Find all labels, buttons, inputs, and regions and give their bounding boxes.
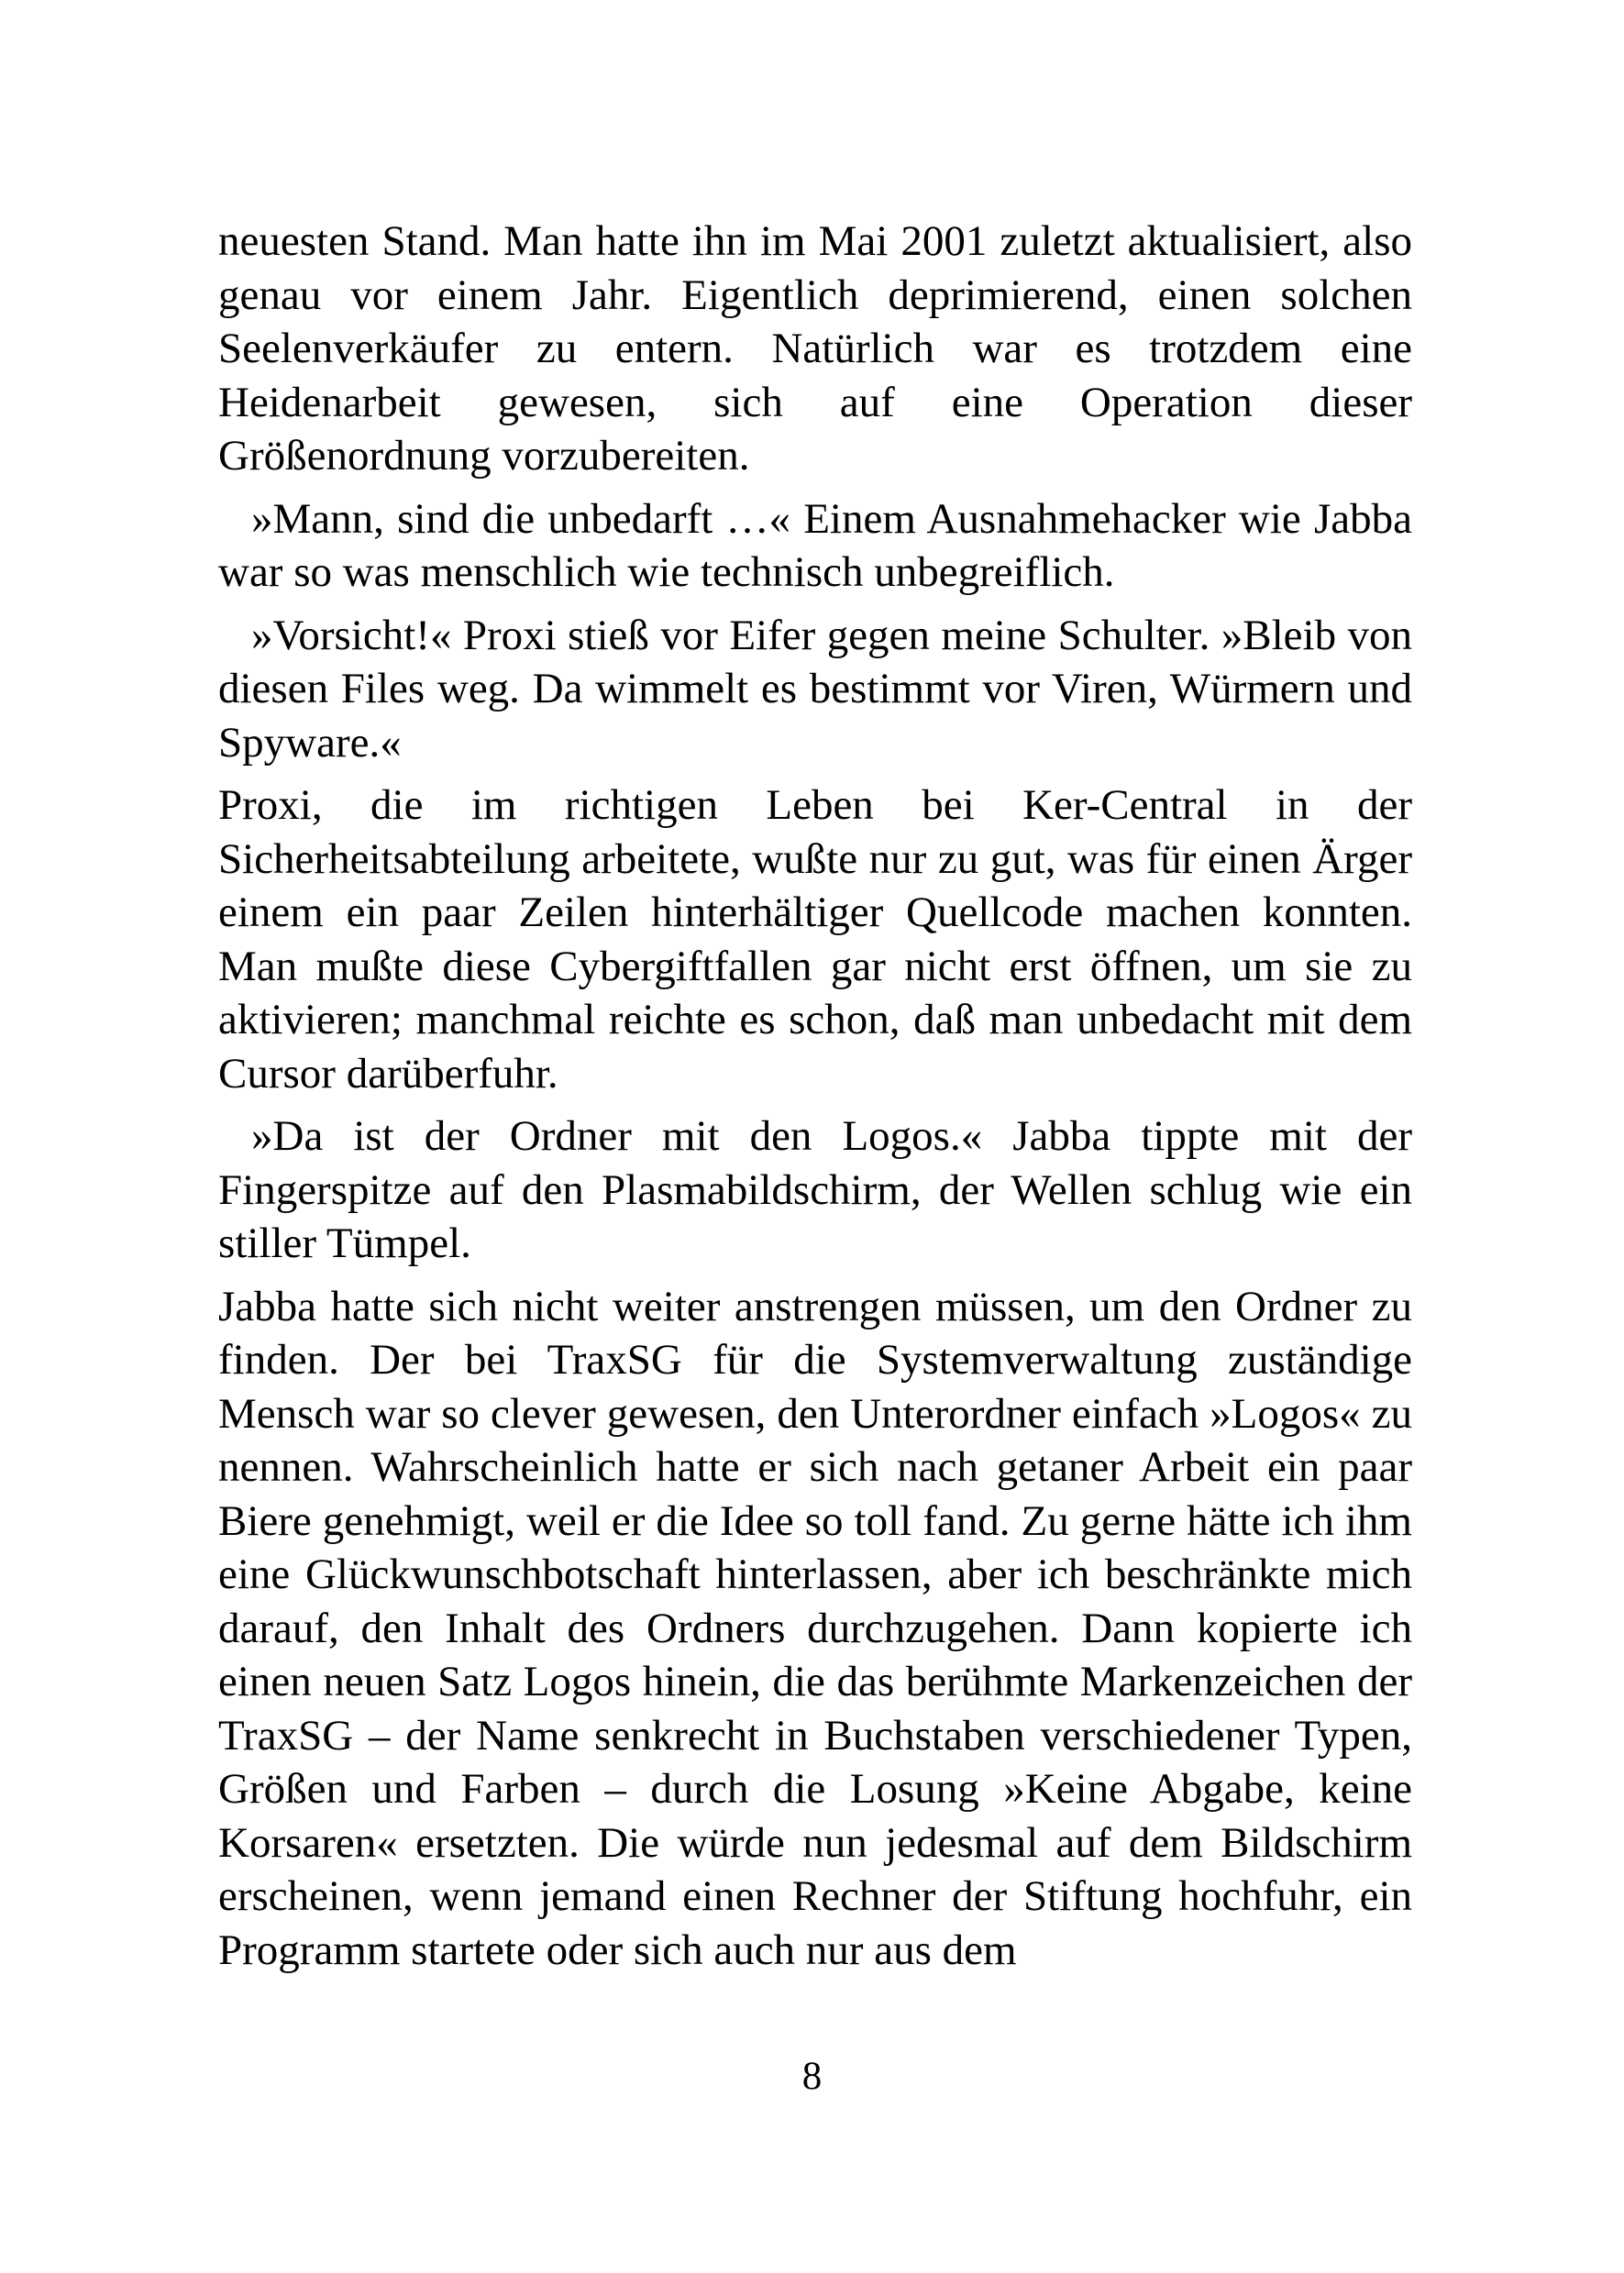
paragraph-5: »Da ist der Ordner mit den Logos.« Jabba tippte mit der Fingerspitze auf den Plasmabildschirm, der Wellen schlug wie ein stiller Tümpel.	[218, 1112, 1412, 1267]
body-text	[218, 215, 1412, 1977]
paragraph-4: Proxi, die im richtigen Leben bei Ker-Central in der Sicherheitsabteilung arbeitete, wußte nur zu gut, was für einen Ärger einem ein paar Zeilen hinterhältiger Quellcode machen konnten. Man mußte diese Cybergiftfallen gar nicht erst öffnen, um sie zu aktivieren; manchmal reichte es schon, daß man unbedacht mit dem Cursor darüberfuhr.	[218, 781, 1412, 1098]
page-number: 8	[801, 2055, 823, 2098]
paragraph-6: Jabba hatte sich nicht weiter anstrengen müssen, um den Ordner zu finden. Der bei TraxSG für die Systemverwaltung zuständige Mensch war so clever gewesen, den Unterordner einfach »Logos« zu nennen. Wahrscheinlich hatte er sich nach getaner Arbeit ein paar Biere genehmigt, weil er die Idee so toll fand. Zu gerne hätte ich ihm eine Glückwunschbotschaft hinterlassen, aber ich beschränkte mich darauf, den Inhalt des Ordners durchzugehen. Dann kopierte ich einen neuen Satz Logos hinein, die das berühmte Markenzeichen der TraxSG – der Name senkrecht in Buchstaben verschiedener Typen, Größen und Farben – durch die Losung »Keine Abgabe, keine Korsaren« ersetzten. Die würde nun jedesmal auf dem Bildschirm erscheinen, wenn jemand einen Rechner der Stiftung hochfuhr, ein Programm startete oder sich auch nur aus dem	[218, 1282, 1412, 1974]
paragraph-2: »Mann, sind die unbedarft …« Einem Ausnahmehacker wie Jabba war so was menschlich wie technisch unbegreiflich.	[218, 494, 1412, 596]
paragraph-1: neuesten Stand. Man hatte ihn im Mai 2001 zuletzt aktualisiert, also genau vor einem Jahr. Eigentlich deprimierend, einen solchen Seelenverkäufer zu entern. Natürlich war es trotzdem eine Heidenarbeit gewesen, sich auf eine Operation dieser Größenordnung vorzubereiten.	[218, 217, 1412, 480]
paragraph-3: »Vorsicht!« Proxi stieß vor Eifer gegen meine Schulter. »Bleib von diesen Files weg. Da wimmelt es bestimmt vor Viren, Würmern und Spyware.«	[218, 611, 1412, 767]
